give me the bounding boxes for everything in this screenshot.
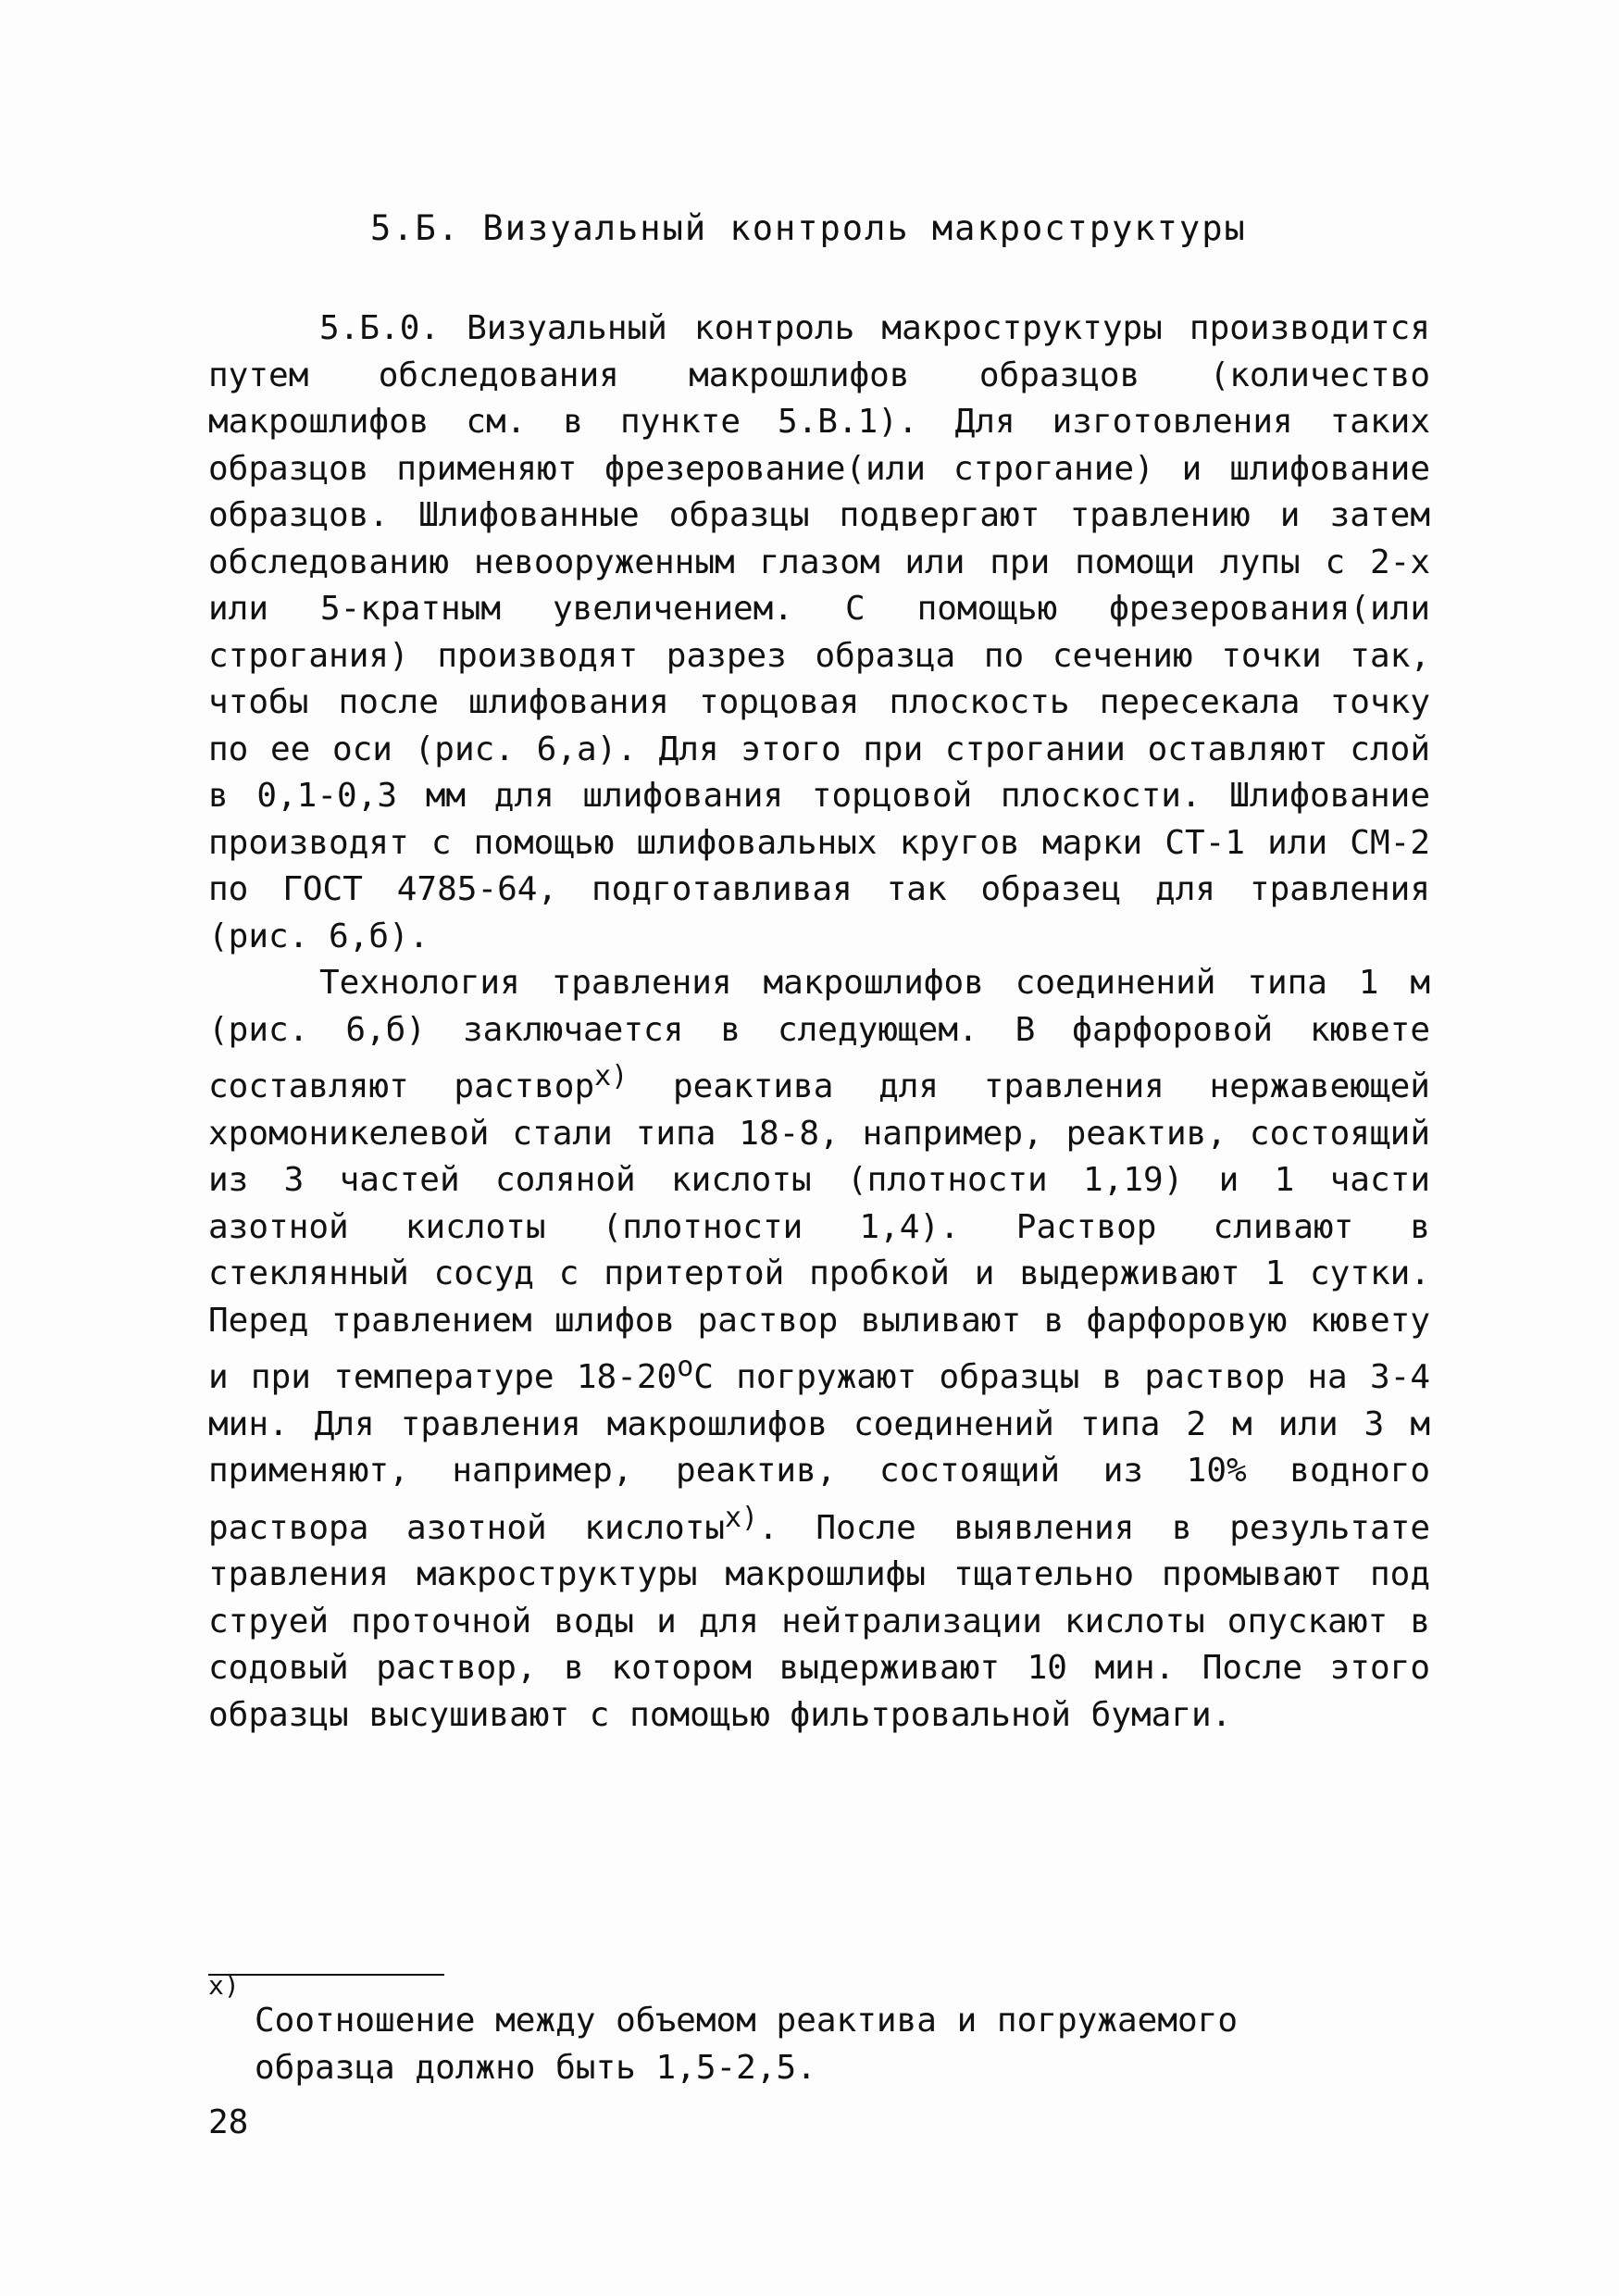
footnote-marker: x) bbox=[208, 1970, 240, 2001]
paragraph-intro: 5.Б.0. Визуальный контроль макроструктуры производится путем обследования макрошлифов образцов (количество макрошлифов см. в пункте 5.В.1). Для изготовления таких образцов применяют фрезерование(или строгание) и шлифование образцов. Шлифованные образцы подвергают травлению и затем обследованию невооруженным глазом или при помощи лупы с 2-х или 5-кратным увеличением. С помощью фрезерования(или строгания) производят разрез образца по сечению точки так, чтобы после шлифования торцовая плоскость пересекала точку по ее оси (рис. 6,а). Для этого при строгании оставляют слой в 0,1-0,3 мм для шлифования торцовой плоскости. Шлифование производят с помощью шлифовальных кругов марки СТ-1 или СМ-2 по ГОСТ 4785-64, подготавливая так образец для травления (рис. 6,б). bbox=[208, 309, 1430, 955]
degree-sign: o bbox=[677, 1351, 694, 1383]
body-text bbox=[208, 306, 1430, 1739]
page-number: 28 bbox=[208, 2103, 249, 2141]
section-heading: 5.Б. Визуальный контроль макроструктуры bbox=[370, 208, 1247, 248]
footnote-line: образца должно быть 1,5-2,5. bbox=[255, 2048, 816, 2087]
paragraph-technology-part-2: реактива для травления нержавеющей хромоникелевой стали типа 18-8, например, реактив, состоящий из 3 частей соляной кислоты (плотности 1,19) и 1 части азотной кислоты (плотности 1,4). Раствор сливают в стеклянный сосуд с притертой пробкой и выдерживают 1 сутки. Перед травлением шлифов раствор выливают в фарфоровую кювету и при температуре 18-20 bbox=[208, 1067, 1430, 1396]
paragraph-technology-part-3: С погружают образцы в раствор на 3-4 мин. Для травления макрошлифов соединений типа 2 м или 3 м применяют, например, реактив, состоящий из 10% водного раствора азотной кислоты bbox=[208, 1358, 1431, 1547]
footnote-line: Соотношение между объемом реактива и погружаемого bbox=[255, 2002, 1239, 2040]
footnote-divider bbox=[208, 1974, 444, 1976]
paragraph-technology-part-1: Технология травления макрошлифов соединений типа 1 м (рис. 6,б) заключается в следующем. В фарфоровой кювете составляют раствор bbox=[208, 964, 1430, 1105]
paragraph-technology bbox=[208, 960, 1430, 1739]
footnote bbox=[255, 1998, 1439, 2091]
paragraph-technology-part-4: . После выявления в результате травления макроструктуры макрошлифы тщательно промывают под струей проточной воды и для нейтрализации кислоты опускают в содовый раствор, в котором выдерживают 10 мин. После этого образцы высушивают с помощью фильтровальной бумаги. bbox=[208, 1508, 1430, 1734]
footnote-reference: x) bbox=[594, 1060, 629, 1092]
footnote-reference: x) bbox=[725, 1501, 759, 1534]
